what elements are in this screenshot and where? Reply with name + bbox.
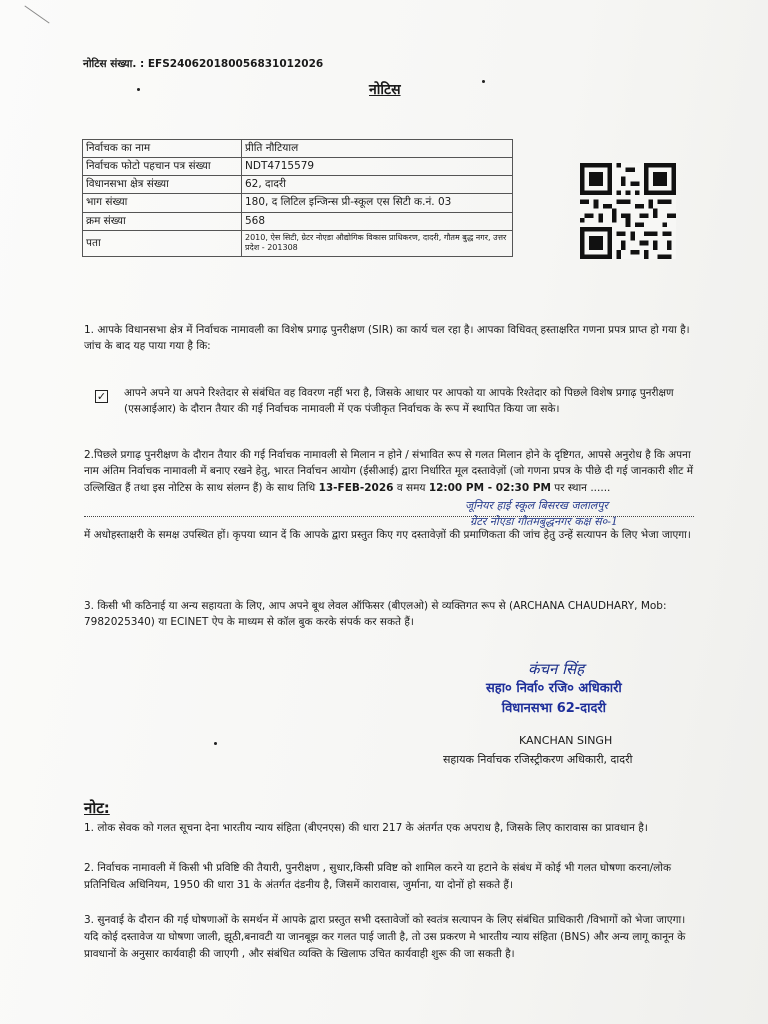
info-label: भाग संख्या bbox=[83, 194, 242, 212]
table-row bbox=[83, 194, 513, 212]
paragraph-2 bbox=[84, 447, 694, 496]
hearing-place-line1: जूनियर हाई स्कूल बिसरख जलालपुर bbox=[465, 499, 608, 512]
table-row bbox=[83, 230, 513, 257]
info-label: क्रम संख्या bbox=[83, 212, 242, 230]
info-value: 62, दादरी bbox=[242, 176, 513, 194]
info-label: विधानसभा क्षेत्र संख्या bbox=[83, 176, 242, 194]
note-item: 1. लोक सेवक को गलत सूचना देना भारतीय न्याय संहिता (बीएनएस) की धारा 217 के अंतर्गत एक अपराध है, जिसके लिए कारावास का प्रावधान है। bbox=[84, 822, 648, 834]
info-value: 180, द लिटिल इन्जिन्स प्री-स्कूल एस सिटी क.नं. 03 bbox=[242, 194, 513, 212]
info-label: पता bbox=[83, 230, 242, 257]
note-item: 2. निर्वाचक नामावली में किसी भी प्रविष्टि की तैयारी, पुनरीक्षण , सुधार,किसी प्रविष्ट को शामिल करने या हटाने के संबंध में कोई भी गलत घोषणा करना/लोक प्रतिनिधित्व अधिनियम, 1950 की धारा 31 के अंतर्गत दंडनीय है, जिसमें कारावास, जुर्माना, या दोनों हो सकते हैं। bbox=[84, 862, 672, 891]
stamp-line-1: सहा० निर्वा० रजि० अधिकारी bbox=[486, 681, 622, 696]
hearing-place-line2: ग्रेटर नोएडा गौतमबुद्धनगर कक्ष सं०-1 bbox=[470, 515, 618, 528]
handwritten-signature: कंचन सिंह bbox=[528, 660, 585, 678]
paragraph-3: 3. किसी भी कठिनाई या अन्य सहायता के लिए, आप अपने बूथ लेवल ऑफिसर (बीएलओ) से व्यक्तिगत रूप से (ARCHANA CHAUDHARY, Mob: 7982025340) या ECINET ऐप के माध्यम से कॉल बुक करके संपर्क कर सकते हैं। bbox=[84, 600, 667, 629]
time-prefix: व समय bbox=[396, 481, 426, 494]
scan-dot bbox=[137, 88, 140, 91]
table-row bbox=[83, 212, 513, 230]
scan-dot bbox=[482, 80, 485, 83]
paragraph-2-rest: में अधोहस्ताक्षरी के समक्ष उपस्थित हों। कृपया ध्यान दें कि आपके द्वारा प्रस्तुत किए गए दस्तावेज़ों की प्रमाणिकता की जांच हेतु उन्हें सत्यापन के लिए भेजा जाएगा। bbox=[84, 529, 691, 541]
notice-number: नोटिस संख्या. : EFS2406201800568310120​26 bbox=[83, 58, 324, 70]
info-label: निर्वाचक फोटो पहचान पत्र संख्या bbox=[83, 158, 242, 176]
info-value: NDT4715579 bbox=[242, 158, 513, 176]
checkbox-text: आपने अपने या अपने रिश्तेदार से संबंधित वह विवरण नहीं भरा है, जिसके आधार पर आपको या आपके रिश्तेदार को पिछले विशेष प्रगाढ़ पुनरीक्षण (एसआईआर) के दौरान तैयार की गई निर्वाचक नामावली में एक पंजीकृत निर्वाचक के रूप में स्थापित किया जा सके। bbox=[124, 387, 674, 416]
info-label: निर्वाचक का नाम bbox=[83, 140, 242, 158]
note-heading: नोट: bbox=[84, 799, 110, 817]
info-value: 2010, ऐस सिटी, ग्रेटर नोएडा औद्योगिक विकास प्राधिकरण, दादरी, गौतम बुद्ध नगर, उत्तर प्रदेश - 201308 bbox=[242, 230, 513, 257]
note-item: 3. सुनवाई के दौरान की गई घोषणाओं के समर्थन में आपके द्वारा प्रस्तुत सभी दस्तावेजों को स्वतंत्र सत्यापन के लिए संबंधित प्राधिकारी /विभागों को भेजा जाएगा। यदि कोई दस्तावेज या घोषणा जाली, झूठी,बनावटी या जानबूझ कर गलत पाई जाती है, तो उस प्रकरण मे भारतीय न्याय संहिता (BNS) और अन्य लागू कानून के प्रावधानों के अनुसार कार्यवाही की जाएगी , और संबंधित व्यक्ति के खिलाफ उचित कार्यवाही शुरू की जा सकती है। bbox=[84, 914, 686, 960]
officer-name: KANCHAN SINGH bbox=[519, 734, 613, 747]
officer-designation: सहायक निर्वाचक रजिस्ट्रीकरण अधिकारी, दादरी bbox=[443, 753, 633, 766]
scan-mark bbox=[24, 5, 49, 23]
info-value: 568 bbox=[242, 212, 513, 230]
scan-dot bbox=[214, 742, 217, 745]
stamp-line-2: विधानसभा 62-दादरी bbox=[501, 700, 607, 716]
paragraph-1: 1. आपके विधानसभा क्षेत्र में निर्वाचक नामावली का विशेष प्रगाढ़ पुनरीक्षण (SIR) का कार्य चल रहा है। आपका विधिवत् हस्ताक्षरित गणना प्रपत्र प्राप्त हो गया है। जांच के बाद यह पाया गया है कि: bbox=[84, 324, 690, 353]
elector-info-table bbox=[82, 139, 513, 257]
para2-text: 2.पिछले प्रगाढ़ पुनरीक्षण के दौरान तैयार की गई निर्वाचक नामावली से मिलान न होने / संभावित रूप से गलत मिलान होने के दृष्टिगत, आपसे अनुरोध है कि अपना नाम अंतिम निर्वाचक नामावली में बनाए रखने हेतु, भारत निर्वाचन आयोग (ईसीआई) द्वारा निर्धारित मूल दस्तावेज़ों (जो गणना प्रपत्र के पीछे दी गई जानकारी शीट में उल्लिखित हैं तथा इस नोटिस के साथ संलग्न हैं) के साथ तिथि bbox=[84, 449, 694, 494]
hearing-date: 13-FEB-2026 bbox=[318, 481, 394, 494]
info-value: प्रीति नौटियाल bbox=[242, 140, 513, 158]
table-row bbox=[83, 176, 513, 194]
hearing-time: 12:00 PM - 02:30 PM bbox=[428, 481, 551, 494]
checkbox-checked: ✓ bbox=[96, 390, 107, 403]
table-row bbox=[83, 158, 513, 176]
official-stamp bbox=[486, 679, 622, 718]
table-row bbox=[83, 140, 513, 158]
place-prefix: पर स्थान ...... bbox=[554, 481, 611, 494]
qr-code-icon bbox=[576, 163, 680, 259]
page-title: नोटिस bbox=[369, 82, 401, 98]
